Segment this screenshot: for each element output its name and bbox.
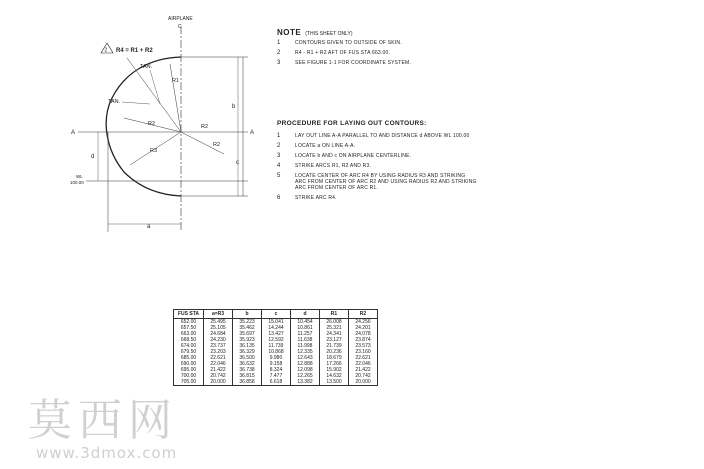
- header-b: b: [233, 310, 262, 319]
- table-cell: 25.105: [204, 325, 233, 331]
- table-cell: 35.462: [233, 325, 262, 331]
- step-number: 2: [277, 143, 281, 149]
- tan-label-1: TAN.: [140, 64, 153, 70]
- label-r1: R1: [172, 78, 180, 84]
- procedure-step: [277, 195, 477, 201]
- table-cell: 14.632: [320, 373, 349, 379]
- table-cell: 668.50: [174, 337, 204, 343]
- table-cell: 11.739: [262, 343, 291, 349]
- table-cell: 685.00: [174, 355, 204, 361]
- notes-section: [277, 28, 477, 67]
- note-item: [277, 40, 477, 47]
- contour-diagram: [0, 0, 270, 240]
- table-cell: 20.742: [204, 373, 233, 379]
- table-row: [174, 379, 378, 386]
- tan-leader-1: [150, 70, 160, 104]
- table-cell: 25.495: [204, 319, 233, 326]
- label-r2-b: R2: [201, 124, 209, 130]
- table-cell: 36.815: [233, 373, 262, 379]
- table-cell: 17.266: [320, 361, 349, 367]
- table-cell: 13.427: [262, 331, 291, 337]
- table-cell: 35.223: [233, 319, 262, 326]
- table-cell: 24.256: [349, 319, 378, 326]
- contour-outline: [106, 57, 181, 196]
- procedure-step: [277, 173, 477, 191]
- table-cell: 36.738: [233, 367, 262, 373]
- note-item: [277, 60, 477, 67]
- procedure-step: [277, 133, 477, 139]
- table-cell: 24.230: [204, 337, 233, 343]
- header-c: c: [262, 310, 291, 319]
- step-number: 3: [277, 153, 281, 159]
- table-cell: 679.50: [174, 349, 204, 355]
- table-cell: 36.632: [233, 361, 262, 367]
- procedure-step: [277, 143, 477, 149]
- table-cell: 36.500: [233, 355, 262, 361]
- label-r2: R2: [148, 121, 156, 127]
- note-text: R4 - R1 + R2 AFT OF FUS STA 663.00.: [295, 50, 391, 56]
- label-c: c: [236, 160, 239, 166]
- table-cell: 24.341: [320, 331, 349, 337]
- table-cell: 22.046: [204, 361, 233, 367]
- table-cell: 13.382: [291, 379, 320, 386]
- watermark: [28, 395, 178, 462]
- table-cell: 35.697: [233, 331, 262, 337]
- watermark-characters: 莫西网: [28, 395, 178, 446]
- table-cell: 26.008: [320, 319, 349, 326]
- table-cell: 36.858: [233, 379, 262, 386]
- table-cell: 36.135: [233, 343, 262, 349]
- table-cell: 12.643: [291, 355, 320, 361]
- table-cell: 20.000: [349, 379, 378, 386]
- table-cell: 14.244: [262, 325, 291, 331]
- table-cell: 6.618: [262, 379, 291, 386]
- label-r3: R3: [150, 148, 158, 154]
- table-cell: 11.638: [291, 337, 320, 343]
- table-cell: 22.621: [204, 355, 233, 361]
- table-cell: 7.477: [262, 373, 291, 379]
- table-cell: 15.041: [262, 319, 291, 326]
- note-item: [277, 50, 477, 57]
- watermark-url: www.3dmox.com: [36, 444, 178, 462]
- note-title-text: NOTE: [277, 28, 302, 37]
- procedure-title: PROCEDURE FOR LAYING OUT CONTOURS:: [277, 120, 427, 127]
- table-cell: 23.127: [320, 337, 349, 343]
- table-cell: 22.046: [349, 361, 378, 367]
- note-2-number: 2: [104, 47, 108, 54]
- note-number: 3: [277, 60, 281, 66]
- table-cell: 23.573: [349, 343, 378, 349]
- table-cell: 695.00: [174, 367, 204, 373]
- table-cell: 24.201: [349, 325, 378, 331]
- table-cell: 23.737: [204, 343, 233, 349]
- table-cell: 12.265: [291, 373, 320, 379]
- header-fus-sta: FUS STA: [174, 310, 204, 319]
- header-r1: R1: [320, 310, 349, 319]
- equation-label: R4 = R1 + R2: [116, 48, 153, 54]
- tan-label-2: TAN.: [108, 99, 121, 105]
- step-text: LAY OUT LINE A-A PARALLEL TO AND DISTANCE d ABOVE WL 100.00: [295, 133, 470, 139]
- step-number: 1: [277, 133, 281, 139]
- step-text: LOCATE CENTER OF ARC R4 BY USING RADIUS R3 AND STRIKING ARC FROM CENTER OF ARC R2 AND USING RADIUS R2 AND STRIKING ARC FROM CENTER OF ARC R1.: [295, 173, 477, 191]
- table-cell: 24.078: [349, 331, 378, 337]
- step-text: STRIKE ARCS R1, R2 AND R3.: [295, 163, 372, 169]
- table-cell: 22.621: [349, 355, 378, 361]
- table-cell: 25.321: [320, 325, 349, 331]
- table-cell: 23.203: [204, 349, 233, 355]
- step-text: LOCATE b AND c ON AIRPLANE CENTERLINE.: [295, 153, 412, 159]
- table-cell: 12.098: [291, 367, 320, 373]
- table-cell: 18.679: [320, 355, 349, 361]
- table-cell: 21.739: [320, 343, 349, 349]
- label-b: b: [232, 104, 236, 110]
- procedure-step: [277, 153, 477, 159]
- table-cell: 35.923: [233, 337, 262, 343]
- contour-table: [173, 309, 378, 386]
- table-cell: 21.422: [204, 367, 233, 373]
- table-cell: 20.000: [204, 379, 233, 386]
- airplane-label: AIRPLANE: [168, 16, 193, 22]
- step-text: STRIKE ARC R4.: [295, 195, 337, 201]
- table-cell: 700.00: [174, 373, 204, 379]
- note-subtitle: (THIS SHEET ONLY): [305, 31, 353, 37]
- procedure-step: [277, 163, 477, 169]
- table-cell: 20.236: [320, 349, 349, 355]
- table-cell: 21.422: [349, 367, 378, 373]
- step-text: LOCATE a ON LINE A-A.: [295, 143, 356, 149]
- procedure-section: [277, 120, 477, 205]
- table-cell: 20.742: [349, 373, 378, 379]
- label-r2-c: R2: [213, 142, 221, 148]
- table-cell: 12.888: [291, 361, 320, 367]
- table-cell: 10.454: [291, 319, 320, 326]
- table-cell: 705.00: [174, 379, 204, 386]
- centerline-label: C: [178, 24, 182, 30]
- table-cell: 23.160: [349, 349, 378, 355]
- step-number: 6: [277, 195, 281, 201]
- data-table: [173, 309, 378, 386]
- radius-r1: [170, 64, 181, 132]
- table-cell: 13.500: [320, 379, 349, 386]
- table-cell: 10.861: [291, 325, 320, 331]
- label-wl: WL: [76, 174, 83, 179]
- header-d: d: [291, 310, 320, 319]
- table-cell: 663.00: [174, 331, 204, 337]
- table-cell: 674.00: [174, 343, 204, 349]
- table-cell: 690.00: [174, 361, 204, 367]
- table-cell: 12.592: [262, 337, 291, 343]
- table-cell: 652.00: [174, 319, 204, 326]
- table-cell: 11.257: [291, 331, 320, 337]
- note-title: [277, 28, 477, 37]
- table-cell: 11.998: [291, 343, 320, 349]
- table-cell: 9.980: [262, 355, 291, 361]
- header-a: a=R3: [204, 310, 233, 319]
- step-number: 5: [277, 173, 281, 179]
- tan-leader-2: [122, 102, 150, 104]
- table-cell: 12.335: [291, 349, 320, 355]
- header-r2: R2: [349, 310, 378, 319]
- table-cell: 657.50: [174, 325, 204, 331]
- table-header-row: [174, 310, 378, 319]
- note-number: 1: [277, 40, 281, 46]
- note-number: 2: [277, 50, 281, 56]
- table-cell: 23.874: [349, 337, 378, 343]
- table-cell: 24.684: [204, 331, 233, 337]
- note-text: CONTOURS GIVEN TO OUTSIDE OF SKIN.: [295, 40, 402, 46]
- label-a-right: A: [250, 130, 255, 136]
- label-wl-value: 100.00: [70, 180, 84, 185]
- label-a: a: [147, 224, 151, 230]
- table-cell: 10.868: [262, 349, 291, 355]
- label-d: d: [91, 154, 95, 160]
- label-a-left: A: [71, 130, 76, 136]
- table-cell: 15.902: [320, 367, 349, 373]
- step-number: 4: [277, 163, 281, 169]
- note-text: SEE FIGURE 1-1 FOR COORDINATE SYSTEM.: [295, 60, 411, 66]
- table-cell: 9.158: [262, 361, 291, 367]
- table-cell: 8.324: [262, 367, 291, 373]
- table-cell: 36.329: [233, 349, 262, 355]
